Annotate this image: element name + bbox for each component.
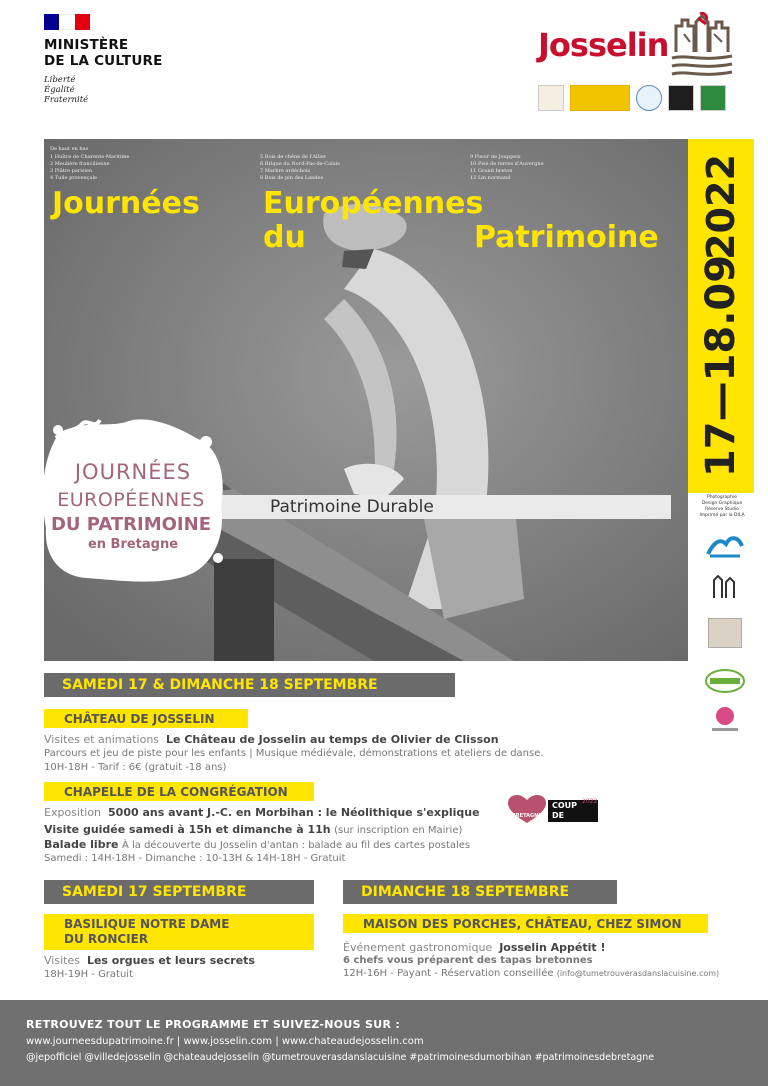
coeur-text2: DE CŒUR xyxy=(552,811,580,830)
legend-item: 6 Brique du Nord-Pas-de-Calais xyxy=(260,161,340,167)
badge-line1: JOURNÉES xyxy=(74,460,192,484)
legend-item: 10 Pisé de terres d'Auvergne xyxy=(470,161,544,167)
sunday-label: Événement gastronomique xyxy=(343,941,493,954)
footer-socials[interactable]: @jepofficiel @villedejosselin @chateaudejosselin @tumetrouverasdanslacuisine #patrimoinesdumorbihan #patrimoinesdebretagne xyxy=(26,1052,655,1063)
basilique-info: 18H-19H - Gratuit xyxy=(44,969,134,980)
label-logos-row xyxy=(538,85,726,111)
footer-title: RETROUVEZ TOUT LE PROGRAMME ET SUIVEZ-NOUS SUR : xyxy=(26,1018,401,1031)
ministry-name xyxy=(44,37,163,69)
badge-line2: EUROPÉENNES xyxy=(57,489,205,511)
basilique-activity xyxy=(44,954,255,967)
station-label-icon xyxy=(636,85,662,111)
event-dates: 17—18.09 xyxy=(698,254,744,478)
balade-title: Balade libre xyxy=(44,838,119,851)
hero-title-journees: Journées xyxy=(52,186,200,221)
legend-item: 5 Bois de chêne de l'Allier xyxy=(260,154,327,160)
ministry-name-line1: MINISTÈRE xyxy=(44,37,129,53)
hero-title-du: du xyxy=(263,220,306,255)
legend-item: 7 Marbre ardéchois xyxy=(260,168,311,174)
hero-title-patrimoine: Patrimoine xyxy=(474,220,659,255)
sunday-header: DIMANCHE 18 SEPTEMBRE xyxy=(343,880,617,904)
petites-cites-de-caractere-icon xyxy=(538,85,564,111)
expo-title: 5000 ans avant J.-C. en Morbihan : le Néolithique s'explique xyxy=(108,806,480,819)
chateau-desc: Parcours et jeu de piste pour les enfants | Musique médiévale, démonstrations et ateliers de danse. xyxy=(44,748,544,759)
sunday-activity xyxy=(343,941,605,954)
motto-liberte: Liberté xyxy=(44,75,76,85)
chateau-header: CHÂTEAU DE JOSSELIN xyxy=(44,709,248,728)
credit-line: Réserve Studio xyxy=(705,507,739,512)
motto-fraternite: Fraternité xyxy=(44,95,89,105)
basilique-line2: DU RONCIER xyxy=(64,932,149,946)
basilique-title: Les orgues et leurs secrets xyxy=(86,954,255,967)
saturday-header: SAMEDI 17 SEPTEMBRE xyxy=(44,880,314,904)
legend-item: 1 Huître de Charente-Maritime xyxy=(50,154,130,160)
legend-item: 2 Meulière francilienne xyxy=(50,161,110,167)
basilique-header xyxy=(44,914,314,950)
credit-line: Design Graphique xyxy=(701,501,743,506)
legend-item: 9 Pisoir de Jouppeix xyxy=(470,154,521,160)
coeur-region: BRETAGNE xyxy=(512,813,542,819)
chapelle-visite xyxy=(44,823,462,836)
expo-label: Exposition xyxy=(44,806,102,819)
footer-links[interactable]: www.journeesdupatrimoine.fr | www.josselin.com | www.chateaudejosselin.com xyxy=(26,1036,424,1047)
tourism-label-icon xyxy=(668,85,694,111)
chapelle-balade xyxy=(44,838,470,851)
chateau-info: 10H-18H - Tarif : 6€ (gratuit -18 ans) xyxy=(44,762,227,773)
credits-block xyxy=(693,495,751,519)
motto-egalite: Égalité xyxy=(44,85,75,95)
chateau-title: Le Château de Josselin au temps de Olivier de Clisson xyxy=(166,733,499,746)
legend-item: 11 Granit breton xyxy=(470,168,513,174)
basilique-label: Visites xyxy=(44,954,80,967)
hero-title-europeennes: Européennes xyxy=(263,186,484,221)
josselin-castle-logo-icon xyxy=(670,12,734,78)
chapelle-hours: Samedi : 14H-18H - Dimanche : 10-13H & 14H-18H - Gratuit xyxy=(44,853,346,864)
legend-item: 8 Bois de pin des Landes xyxy=(260,175,324,181)
event-year: 2022 xyxy=(699,154,743,260)
chateau-de-josselin-logo-icon xyxy=(704,572,746,602)
theme-title: Patrimoine Durable xyxy=(270,497,434,517)
credit-line: Photographie xyxy=(706,495,738,500)
sunday-info xyxy=(343,968,719,979)
sunday-info-text: 12H-16H - Payant - Réservation conseillée xyxy=(343,968,554,979)
badge-line4: en Bretagne xyxy=(87,537,179,552)
legend-item: 3 Plâtre parisien xyxy=(50,168,93,174)
chapelle-exposition xyxy=(44,806,480,819)
weekend-header: SAMEDI 17 & DIMANCHE 18 SEPTEMBRE xyxy=(44,673,455,697)
french-flag-icon xyxy=(44,14,90,30)
villes-et-villages-fleuris-icon xyxy=(570,85,630,111)
chapelle-header: CHAPELLE DE LA CONGRÉGATION xyxy=(44,782,314,801)
museum-logo-icon xyxy=(708,618,742,648)
chateau-label: Visites et animations xyxy=(44,733,160,746)
basilique-line1: BASILIQUE NOTRE DAME xyxy=(64,917,230,931)
ploermel-communaute-logo-icon xyxy=(704,666,746,696)
green-label-icon xyxy=(700,85,726,111)
coeur-year: 2022 xyxy=(582,798,598,805)
legend-heading: De haut en bas xyxy=(50,146,89,152)
ministry-name-line2: DE LA CULTURE xyxy=(44,53,163,69)
vertical-date-block xyxy=(688,139,754,493)
credit-line: Imprimé par la DILA xyxy=(699,513,745,518)
visite-note: (sur inscription en Mairie) xyxy=(334,825,463,836)
legend-item: 4 Tuile provençale xyxy=(50,175,98,181)
coeur-text1: COUP xyxy=(552,801,578,810)
sunday-title: Josselin Appétit ! xyxy=(499,941,606,954)
legend-item: 12 Lin normand xyxy=(470,175,511,181)
badge-line3: DU PATRIMOINE xyxy=(50,514,211,535)
republic-motto xyxy=(44,75,88,105)
josselin-logo-text: Josselin xyxy=(538,26,669,64)
morbihan-logo-icon xyxy=(704,532,746,562)
visite-title: Visite guidée samedi à 15h et dimanche à 11h xyxy=(44,823,331,836)
academie-logo-icon xyxy=(704,704,746,734)
balade-desc: À la découverte du Josselin d'antan : balade au fil des cartes postales xyxy=(121,840,471,851)
chateau-activity xyxy=(44,733,499,746)
maison-header: MAISON DES PORCHES, CHÂTEAU, CHEZ SIMON xyxy=(343,914,708,933)
sunday-email: (info@tumetrouverasdanslacuisine.com) xyxy=(556,969,720,978)
sunday-sub: 6 chefs vous préparent des tapas bretonnes xyxy=(343,955,593,966)
